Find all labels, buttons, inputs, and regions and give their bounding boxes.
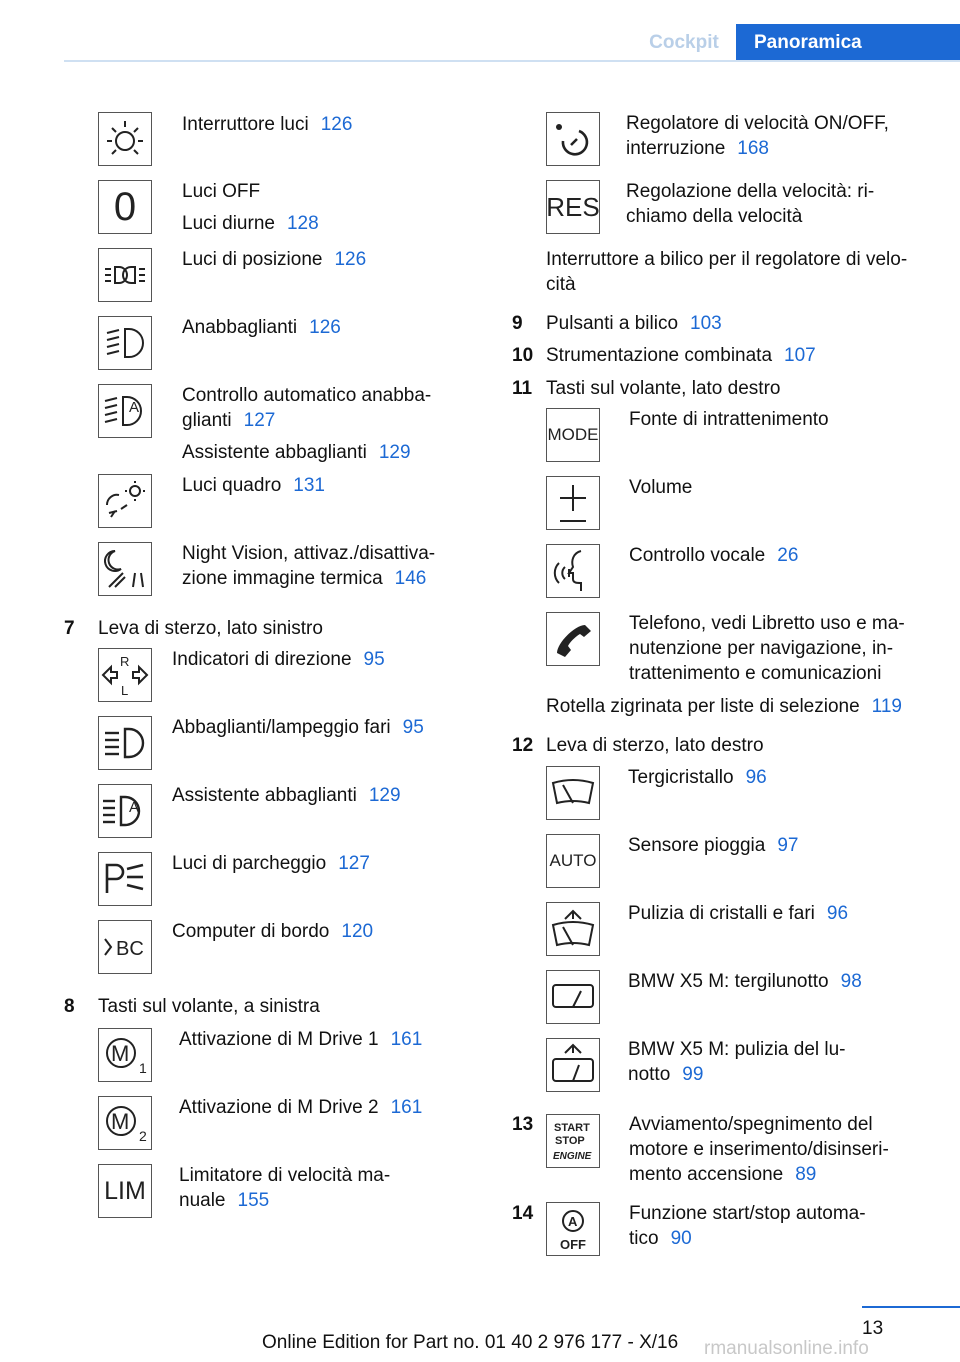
svg-text:A: A [129,799,140,816]
resume-icon: RES [546,180,600,234]
svg-text:STOP: STOP [555,1135,585,1147]
section-12-number: 12 [512,735,534,756]
high-beam-assistant-icon [98,784,152,838]
phone-text-cont-1: nutenzione per navigazione, in- [629,638,894,659]
washer-text: Pulizia di cristalli e fari 96 [628,903,849,924]
high-beam-icon [98,716,152,770]
parking-light-text: Luci di parcheggio 127 [172,853,370,874]
daytime-lights-text: Luci diurne 128 [182,213,319,234]
section-7-title: Leva di sterzo, lato sinistro [98,618,323,639]
header-section-cockpit: Cockpit [649,32,719,53]
light-switch-icon [98,112,152,166]
rear-washer-icon [546,1038,600,1092]
svg-text:ENGINE: ENGINE [553,1151,592,1162]
footer-divider [862,1306,960,1308]
svg-text:L: L [121,683,129,698]
svg-text:R: R [120,654,130,669]
auto-low-beam-text: Controllo automatico anabba- [182,385,432,406]
night-vision-icon [98,542,152,596]
auto-start-stop-icon [546,1202,600,1256]
parking-lights-text: Luci di posizione 126 [182,249,367,270]
section-8-title: Tasti sul volante, a sinistra [98,996,320,1017]
auto-low-beam-text-cont: glianti 127 [182,410,276,431]
resume-text-cont: chiamo della velocità [626,206,803,227]
section-11-title: Tasti sul volante, lato destro [546,378,781,399]
high-beam-text: Abbaglianti/lampeggio fari 95 [172,717,424,738]
turn-signal-icon [98,648,152,702]
auto-start-stop-text-cont: tico 90 [629,1228,692,1249]
section-10-number: 10 [512,345,534,366]
svg-text:2: 2 [139,1128,147,1144]
thumbwheel-text: Rotella zigrinata per liste di selezione 119 [546,696,902,717]
svg-text:M: M [111,1041,130,1066]
auto-start-stop-text: Funzione start/stop automa- [629,1203,866,1224]
svg-text:BC: BC [116,938,144,960]
auto-low-beam-icon [98,384,152,438]
mode-icon: MODE [546,408,600,462]
section-13-number: 13 [512,1114,534,1135]
onboard-computer-text: Computer di bordo 120 [172,921,374,942]
start-stop-engine-text-cont-1: motore e inserimento/disinseri- [629,1139,889,1160]
start-stop-engine-text: Avviamento/spegnimento del [629,1114,873,1135]
washer-icon [546,902,600,956]
volume-text: Volume [629,477,693,498]
start-stop-engine-text-cont-2: mento accensione 89 [629,1164,817,1185]
svg-text:1: 1 [139,1060,147,1076]
speed-limiter-text: Limitatore di velocità ma- [179,1165,391,1186]
m-drive-2-icon [98,1096,152,1150]
lights-off-text: Luci OFF [182,181,261,202]
page-number: 13 [862,1318,884,1339]
parking-lights-icon [98,248,152,302]
section-9-text: Pulsanti a bilico 103 [546,313,722,334]
section-12-title: Leva di sterzo, lato destro [546,735,764,756]
onboard-computer-icon [98,920,152,974]
mode-text: Fonte di intrattenimento [629,409,829,430]
section-8-number: 8 [64,996,75,1017]
phone-icon [546,612,600,666]
low-beam-text: Anabbaglianti 126 [182,317,341,338]
cruise-control-icon [546,112,600,166]
low-beam-icon [98,316,152,370]
voice-control-icon [546,544,600,598]
svg-text:START: START [554,1122,590,1134]
section-14-number: 14 [512,1203,534,1224]
volume-icon [546,476,600,530]
rear-wiper-icon [546,970,600,1024]
rocker-switch-text: Interruttore a bilico per il regolatore di velo- [546,249,908,270]
wiper-icon [546,766,600,820]
start-stop-engine-icon [546,1114,600,1168]
section-7-number: 7 [64,618,75,639]
section-10-text: Strumentazione combinata 107 [546,345,816,366]
lights-off-icon: 0 [98,180,152,234]
section-9-number: 9 [512,313,523,334]
high-beam-assistant-text: Assistente abbaglianti 129 [172,785,401,806]
m-drive-2-text: Attivazione di M Drive 2 161 [179,1097,423,1118]
wiper-text: Tergicristallo 96 [628,767,767,788]
phone-text: Telefono, vedi Libretto uso e ma- [629,613,905,634]
voice-control-text: Controllo vocale 26 [629,545,799,566]
speed-limiter-text-cont: nuale 155 [179,1190,270,1211]
cruise-control-text: Regolatore di velocità ON/OFF, [626,113,889,134]
night-vision-text: Night Vision, attivaz./disattiva- [182,543,436,564]
high-beam-assist-text: Assistente abbaglianti 129 [182,442,411,463]
rear-washer-text: BMW X5 M: pulizia del lu- [628,1039,846,1060]
parking-light-icon [98,852,152,906]
night-vision-text-cont: zione immagine termica 146 [182,568,427,589]
svg-text:A: A [129,399,140,416]
rain-sensor-text: Sensore pioggia 97 [628,835,799,856]
light-switch-text: Interruttore luci 126 [182,114,353,135]
rear-wiper-text: BMW X5 M: tergilunotto 98 [628,971,862,992]
m-drive-1-icon [98,1028,152,1082]
turn-signal-text: Indicatori di direzione 95 [172,649,385,670]
svg-text:M: M [111,1109,130,1134]
resume-text: Regolazione della velocità: ri- [626,181,875,202]
header-divider [64,60,960,62]
footer-watermark: rmanualsonline.info [704,1338,869,1359]
cruise-control-text-cont: interruzione 168 [626,138,769,159]
rocker-switch-text-cont: cità [546,274,576,295]
instrument-lights-icon [98,474,152,528]
svg-text:A: A [568,1214,578,1229]
footer-edition: Online Edition for Part no. 01 40 2 976 177 - X/16 [262,1332,679,1353]
rear-washer-text-cont: notto 99 [628,1064,704,1085]
svg-text:OFF: OFF [560,1237,586,1252]
instrument-lights-text: Luci quadro 131 [182,475,325,496]
speed-limiter-icon: LIM [98,1164,152,1218]
m-drive-1-text: Attivazione di M Drive 1 161 [179,1029,423,1050]
header-chapter-panoramica: Panoramica [736,24,960,62]
phone-text-cont-2: trattenimento e comunicazioni [629,663,882,684]
section-11-number: 11 [512,378,533,399]
rain-sensor-icon: AUTO [546,834,600,888]
